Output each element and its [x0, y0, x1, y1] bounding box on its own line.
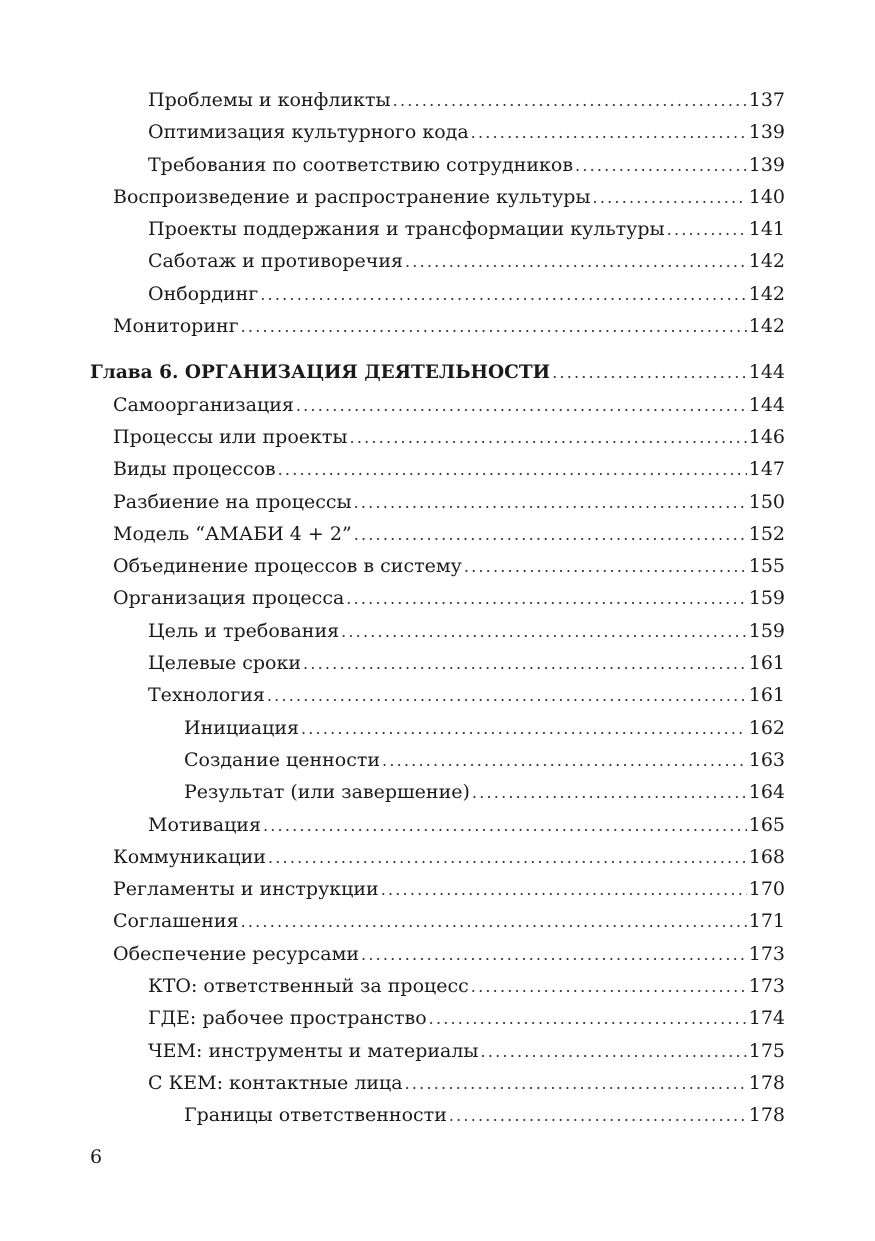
- toc-entry-title: [148, 647, 301, 679]
- dot-leader: [354, 519, 747, 551]
- toc-entry[interactable]: [0, 1067, 875, 1099]
- dot-leader: [260, 279, 746, 311]
- entry-title-text: Онбординг: [148, 282, 259, 305]
- toc-entry-title: [113, 421, 348, 453]
- dot-leader: [354, 487, 747, 519]
- dot-leader: [481, 1036, 747, 1068]
- toc-chapter-entry[interactable]: [0, 356, 875, 388]
- toc-entry-title: [148, 278, 258, 310]
- toc-entry[interactable]: [0, 776, 875, 808]
- entry-title-text: Мотивация: [148, 813, 261, 836]
- toc-entry-page-number: 146: [748, 425, 785, 448]
- entry-title-text: Границы ответственности: [184, 1104, 447, 1127]
- toc-entry-page-number: 168: [748, 845, 785, 868]
- dot-leader: [263, 810, 747, 842]
- toc-entry[interactable]: [0, 486, 875, 518]
- toc-entry-page-number: 161: [748, 652, 785, 675]
- toc-entry-page-number: 175: [748, 1039, 785, 1062]
- toc-entry-title: [113, 518, 352, 550]
- dot-leader: [464, 551, 747, 583]
- dot-leader: [429, 1003, 747, 1035]
- toc-entry[interactable]: [0, 1002, 875, 1034]
- table-of-contents: [0, 84, 875, 1132]
- entry-title-text: Объединение процессов в систему: [113, 555, 462, 578]
- toc-entry[interactable]: [0, 518, 875, 550]
- toc-entry[interactable]: [0, 149, 875, 181]
- toc-entry-title: [113, 582, 344, 614]
- toc-entry-title: [148, 970, 469, 1002]
- dot-leader: [241, 906, 747, 938]
- entry-title-text: Виды процессов: [113, 458, 276, 481]
- entry-title-text: Обеспечение ресурсами: [113, 942, 360, 965]
- toc-entry-title: [113, 486, 352, 518]
- toc-entry-title: [148, 1035, 479, 1067]
- toc-entry-page-number: 159: [748, 587, 785, 610]
- toc-entry-page-number: 162: [748, 716, 785, 739]
- toc-entry-page-number: 141: [748, 218, 785, 241]
- toc-entry-page-number: 155: [748, 555, 785, 578]
- toc-entry[interactable]: [0, 841, 875, 873]
- dot-leader: [471, 117, 747, 149]
- entry-title-text: Целевые сроки: [148, 652, 302, 675]
- entry-title-text: Инициация: [184, 716, 299, 739]
- dot-leader: [667, 214, 747, 246]
- dot-leader: [471, 971, 747, 1003]
- entry-title-text: ОРГАНИЗАЦИЯ ДЕЯТЕЛЬНОСТИ: [184, 362, 551, 384]
- entry-title-text: Модель “АМАБИ 4 + 2”: [113, 522, 352, 545]
- toc-entry[interactable]: [0, 679, 875, 711]
- toc-entry-title: [148, 615, 339, 647]
- dot-leader: [382, 745, 747, 777]
- entry-title-text: Результат (или завершение): [184, 781, 470, 804]
- entry-title-text: Организация процесса: [113, 587, 345, 610]
- toc-entry[interactable]: [0, 582, 875, 614]
- entry-title-text: Процессы или проекты: [113, 425, 348, 448]
- entry-title-text: Коммуникации: [113, 845, 266, 868]
- dot-leader: [449, 1100, 747, 1132]
- toc-entry-page-number: 173: [748, 942, 785, 965]
- toc-entry-title: [113, 873, 379, 905]
- toc-entry-page-number: 161: [748, 684, 785, 707]
- entry-title-text: Регламенты и инструкции: [113, 878, 379, 901]
- toc-entry[interactable]: [0, 116, 875, 148]
- toc-entry-page-number: 144: [748, 393, 785, 416]
- toc-entry-title: [184, 1099, 447, 1131]
- toc-entry-title: [148, 1067, 403, 1099]
- entry-title-text: С КЕМ: контактные лица: [148, 1071, 403, 1094]
- toc-entry-page-number: 178: [748, 1104, 785, 1127]
- toc-entry-title: [113, 905, 239, 937]
- toc-entry[interactable]: [0, 1035, 875, 1067]
- dot-leader: [341, 616, 747, 648]
- dot-leader: [267, 680, 747, 712]
- toc-entry[interactable]: [0, 278, 875, 310]
- toc-entry[interactable]: [0, 712, 875, 744]
- toc-entry[interactable]: [0, 873, 875, 905]
- toc-entry-page-number: 164: [748, 781, 785, 804]
- toc-entry-page-number: 159: [748, 619, 785, 642]
- toc-entry-title: [148, 213, 665, 245]
- dot-leader: [241, 311, 747, 343]
- toc-entry[interactable]: [0, 181, 875, 213]
- toc-entry-title: [113, 453, 276, 485]
- entry-title-text: Требования по соответствию сотрудников: [148, 153, 574, 176]
- toc-entry[interactable]: [0, 744, 875, 776]
- entry-title-text: Самоорганизация: [113, 393, 294, 416]
- dot-leader: [350, 422, 747, 454]
- entry-title-text: Оптимизация культурного кода: [148, 121, 469, 144]
- toc-entry[interactable]: [0, 453, 875, 485]
- entry-title-text: Саботаж и противоречия: [148, 250, 403, 273]
- toc-entry-title: [113, 310, 239, 342]
- toc-entry-title: [184, 744, 380, 776]
- toc-entry-page-number: 165: [748, 813, 785, 836]
- chapter-number: Глава 6.: [90, 362, 185, 384]
- entry-title-text: Создание ценности: [184, 748, 381, 771]
- toc-entry-title: [184, 712, 299, 744]
- entry-title-text: КТО: ответственный за процесс: [148, 975, 469, 998]
- dot-leader: [346, 583, 746, 615]
- entry-title-text: Воспроизведение и распространение культуры: [113, 185, 591, 208]
- entry-title-text: ЧЕМ: инструменты и материалы: [148, 1039, 479, 1062]
- toc-entry-page-number: 173: [748, 975, 785, 998]
- toc-entry[interactable]: [0, 809, 875, 841]
- entry-title-text: ГДЕ: рабочее пространство: [148, 1007, 427, 1030]
- toc-entry[interactable]: [0, 213, 875, 245]
- toc-entry-page-number: 150: [748, 490, 785, 513]
- dot-leader: [393, 85, 747, 117]
- dot-leader: [278, 454, 747, 486]
- toc-entry-title: [113, 550, 462, 582]
- toc-entry-title: [113, 181, 591, 213]
- toc-entry-page-number: 142: [748, 282, 785, 305]
- toc-entry[interactable]: [0, 938, 875, 970]
- toc-entry-page-number: 140: [748, 185, 785, 208]
- toc-entry-title: [148, 809, 261, 841]
- dot-leader: [296, 390, 747, 422]
- toc-entry-page-number: 142: [748, 250, 785, 273]
- toc-entry[interactable]: [0, 1099, 875, 1131]
- dot-leader: [552, 357, 747, 389]
- toc-entry[interactable]: [0, 389, 875, 421]
- toc-entry[interactable]: [0, 615, 875, 647]
- toc-entry-title: [184, 776, 470, 808]
- entry-title-text: Проблемы и конфликты: [148, 89, 391, 111]
- entry-title-text: Разбиение на процессы: [113, 490, 352, 513]
- toc-entry-page-number: 139: [748, 121, 785, 144]
- entry-title-text: Технология: [148, 684, 265, 707]
- toc-entry-page-number: 163: [748, 748, 785, 771]
- entry-title-text: Цель и требования: [148, 619, 340, 642]
- dot-leader: [268, 842, 747, 874]
- toc-entry-page-number: 142: [748, 315, 785, 338]
- toc-entry[interactable]: [0, 245, 875, 277]
- toc-entry-title: [90, 356, 550, 389]
- toc-entry-page-number: 144: [748, 361, 785, 384]
- toc-entry-page-number: 137: [748, 89, 785, 111]
- toc-entry-page-number: 174: [748, 1007, 785, 1030]
- toc-entry-page-number: 139: [748, 153, 785, 176]
- dot-leader: [405, 1068, 747, 1100]
- toc-entry-page-number: 171: [748, 910, 785, 933]
- toc-entry-title: [113, 389, 294, 421]
- toc-entry-title: [148, 116, 469, 148]
- toc-entry[interactable]: [0, 310, 875, 342]
- toc-entry[interactable]: [0, 550, 875, 582]
- toc-entry-page-number: 170: [748, 878, 785, 901]
- dot-leader: [405, 246, 747, 278]
- toc-entry-title: [113, 938, 359, 970]
- toc-entry-title: [148, 149, 573, 181]
- dot-leader: [381, 874, 747, 906]
- toc-entry[interactable]: [0, 647, 875, 679]
- toc-entry-title: [148, 1002, 427, 1034]
- dot-leader: [472, 777, 747, 809]
- toc-entry-page-number: 178: [748, 1071, 785, 1094]
- dot-leader: [301, 713, 747, 745]
- toc-entry-title: [113, 841, 266, 873]
- page-number: 6: [90, 1146, 103, 1168]
- entry-title-text: Соглашения: [113, 910, 239, 933]
- entry-title-text: Мониторинг: [113, 315, 239, 338]
- dot-leader: [361, 939, 747, 971]
- entry-title-text: Проекты поддержания и трансформации культуры: [148, 218, 665, 241]
- toc-entry[interactable]: [0, 905, 875, 937]
- toc-entry-page-number: 152: [748, 522, 785, 545]
- dot-leader: [575, 150, 747, 182]
- dot-leader: [593, 182, 747, 214]
- toc-entry-title: [148, 245, 403, 277]
- dot-leader: [303, 648, 747, 680]
- toc-entry[interactable]: [0, 421, 875, 453]
- toc-entry-title: [148, 84, 391, 116]
- toc-entry-page-number: 147: [748, 458, 785, 481]
- toc-entry[interactable]: [0, 84, 875, 116]
- toc-entry-title: [148, 679, 265, 711]
- toc-entry[interactable]: [0, 970, 875, 1002]
